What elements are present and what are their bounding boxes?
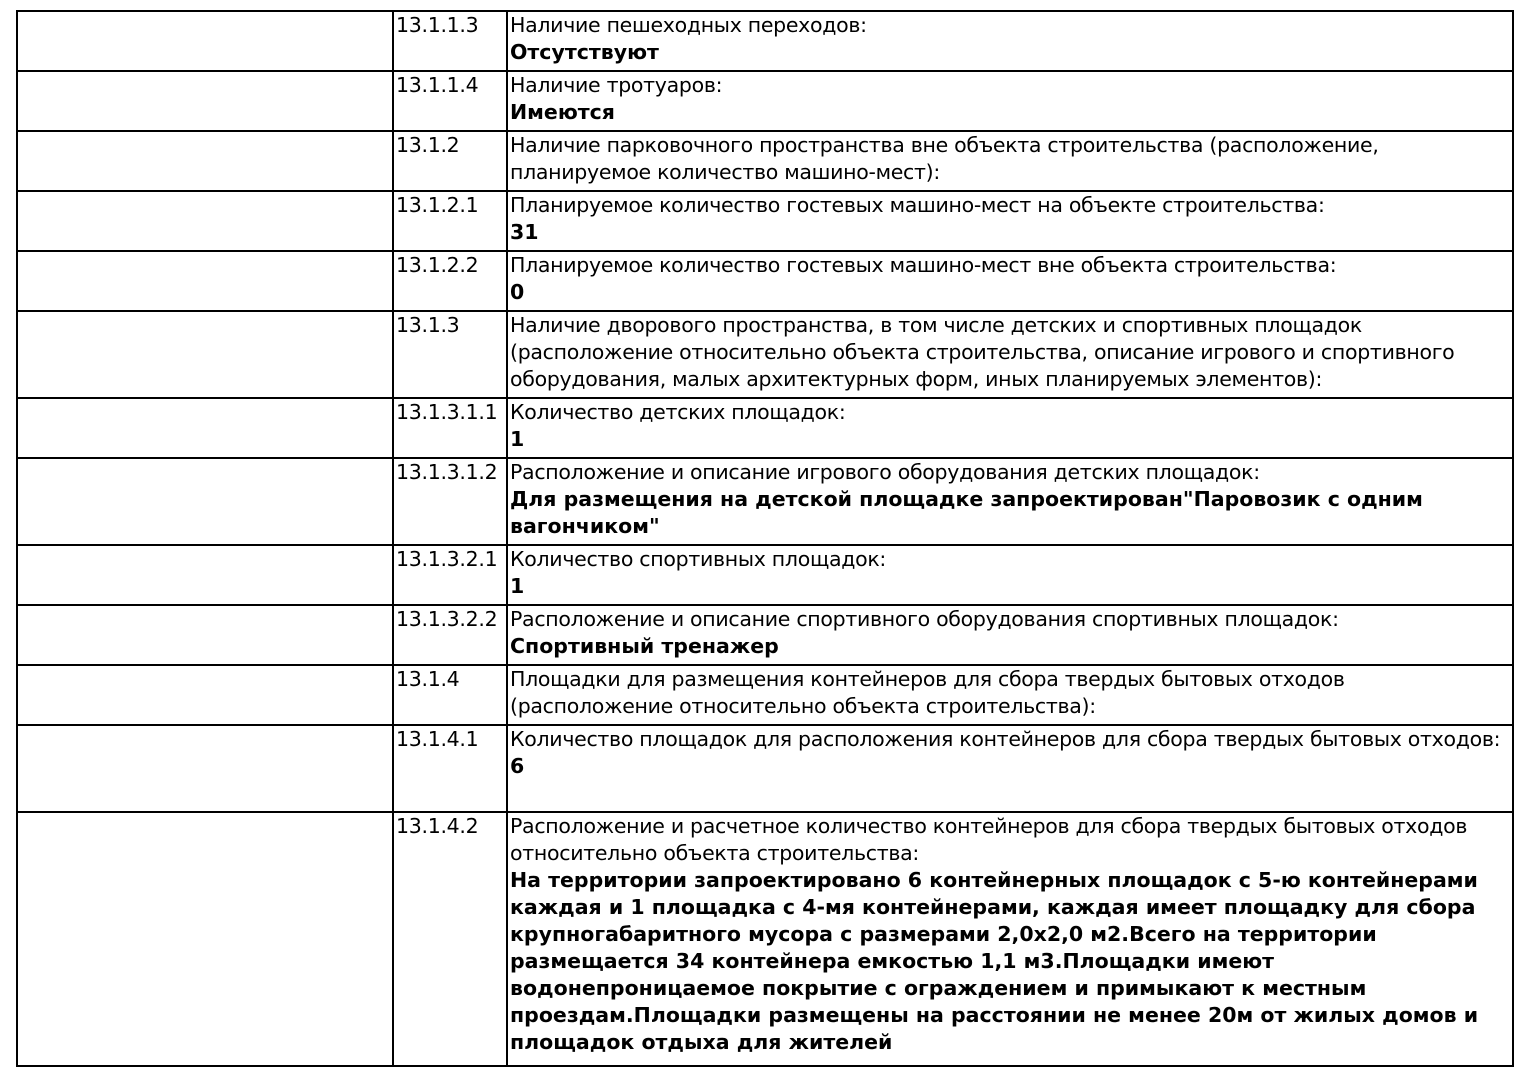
- blank-cell: [17, 71, 393, 131]
- row-number: 13.1.4.1: [393, 725, 507, 812]
- blank-cell: [17, 725, 393, 812]
- blank-cell: [17, 605, 393, 665]
- table-row: [17, 131, 1513, 191]
- row-value: На территории запроектировано 6 контейнерных площадок с 5-ю контейнерами каждая и 1 площадка с 4-мя контейнерами, каждая имеет площадку для сбора крупногабаритного мусора с размерами 2,0х2,0 м2.Всего на территории размещается 34 контейнера емкостью 1,1 м3.Площадки имеют водонепроницаемое покрытие с ограждением и примыкают к местным проездам.Площадки размещены на расстоянии не менее 20м от жилых домов и площадок отдыха для жителей: [510, 868, 1479, 1054]
- table-row: [17, 665, 1513, 725]
- table-row: [17, 311, 1513, 398]
- blank-cell: [17, 311, 393, 398]
- row-number: 13.1.3: [393, 311, 507, 398]
- row-value: 6: [510, 754, 525, 778]
- blank-cell: [17, 665, 393, 725]
- row-number: 13.1.3.1.1: [393, 398, 507, 458]
- row-content: [507, 251, 1513, 311]
- row-value: 1: [510, 574, 525, 598]
- row-number: 13.1.2.2: [393, 251, 507, 311]
- row-label: Наличие дворового пространства, в том числе детских и спортивных площадок (расположение относительно объекта строительства, описание игрового и спортивного оборудования, малых архитектурных форм, иных планируемых элементов):: [510, 313, 1455, 391]
- row-value: 0: [510, 280, 525, 304]
- row-content: [507, 71, 1513, 131]
- row-label: Расположение и расчетное количество контейнеров для сбора твердых бытовых отходов относительно объекта строительства:: [510, 814, 1468, 865]
- row-value: Имеются: [510, 100, 615, 124]
- row-label: Площадки для размещения контейнеров для сбора твердых бытовых отходов (расположение относительно объекта строительства):: [510, 667, 1345, 718]
- row-label: Планируемое количество гостевых машино-мест вне объекта строительства:: [510, 253, 1337, 277]
- row-number: 13.1.2: [393, 131, 507, 191]
- blank-cell: [17, 191, 393, 251]
- row-number: 13.1.2.1: [393, 191, 507, 251]
- row-label: Количество площадок для расположения контейнеров для сбора твердых бытовых отходов:: [510, 727, 1501, 751]
- row-content: [507, 605, 1513, 665]
- row-content: [507, 545, 1513, 605]
- blank-cell: [17, 545, 393, 605]
- row-value: Для размещения на детской площадке запроектирован"Паровозик с одним вагончиком": [510, 487, 1423, 538]
- table-row: [17, 545, 1513, 605]
- row-value: 1: [510, 427, 525, 451]
- row-content: [507, 191, 1513, 251]
- table-row: [17, 398, 1513, 458]
- row-content: [507, 131, 1513, 191]
- row-label: Наличие парковочного пространства вне объекта строительства (расположение, планируемое количество машино-мест):: [510, 133, 1379, 184]
- blank-cell: [17, 251, 393, 311]
- row-number: 13.1.3.2.2: [393, 605, 507, 665]
- row-label: Количество спортивных площадок:: [510, 547, 887, 571]
- row-content: [507, 665, 1513, 725]
- row-value: Спортивный тренажер: [510, 634, 779, 658]
- row-label: Наличие тротуаров:: [510, 73, 723, 97]
- row-content: [507, 11, 1513, 71]
- row-content: [507, 398, 1513, 458]
- row-label: Расположение и описание игрового оборудования детских площадок:: [510, 460, 1260, 484]
- row-content: [507, 458, 1513, 545]
- row-number: 13.1.4.2: [393, 812, 507, 1066]
- table-row: [17, 458, 1513, 545]
- row-content: [507, 725, 1513, 812]
- row-label: Наличие пешеходных переходов:: [510, 13, 867, 37]
- row-number: 13.1.1.3: [393, 11, 507, 71]
- row-number: 13.1.4: [393, 665, 507, 725]
- blank-cell: [17, 11, 393, 71]
- row-label: Расположение и описание спортивного оборудования спортивных площадок:: [510, 607, 1339, 631]
- row-value: Отсутствуют: [510, 40, 659, 64]
- specification-table: [16, 10, 1514, 1067]
- row-content: [507, 812, 1513, 1066]
- blank-cell: [17, 812, 393, 1066]
- row-value: 31: [510, 220, 539, 244]
- table-row: [17, 71, 1513, 131]
- table-row: [17, 605, 1513, 665]
- table-row: [17, 725, 1513, 812]
- row-content: [507, 311, 1513, 398]
- blank-cell: [17, 131, 393, 191]
- table-row: [17, 251, 1513, 311]
- blank-cell: [17, 398, 393, 458]
- blank-cell: [17, 458, 393, 545]
- table-row: [17, 11, 1513, 71]
- table-row: [17, 191, 1513, 251]
- row-label: Количество детских площадок:: [510, 400, 846, 424]
- table-row: [17, 812, 1513, 1066]
- row-label: Планируемое количество гостевых машино-мест на объекте строительства:: [510, 193, 1325, 217]
- row-number: 13.1.3.2.1: [393, 545, 507, 605]
- row-number: 13.1.3.1.2: [393, 458, 507, 545]
- row-number: 13.1.1.4: [393, 71, 507, 131]
